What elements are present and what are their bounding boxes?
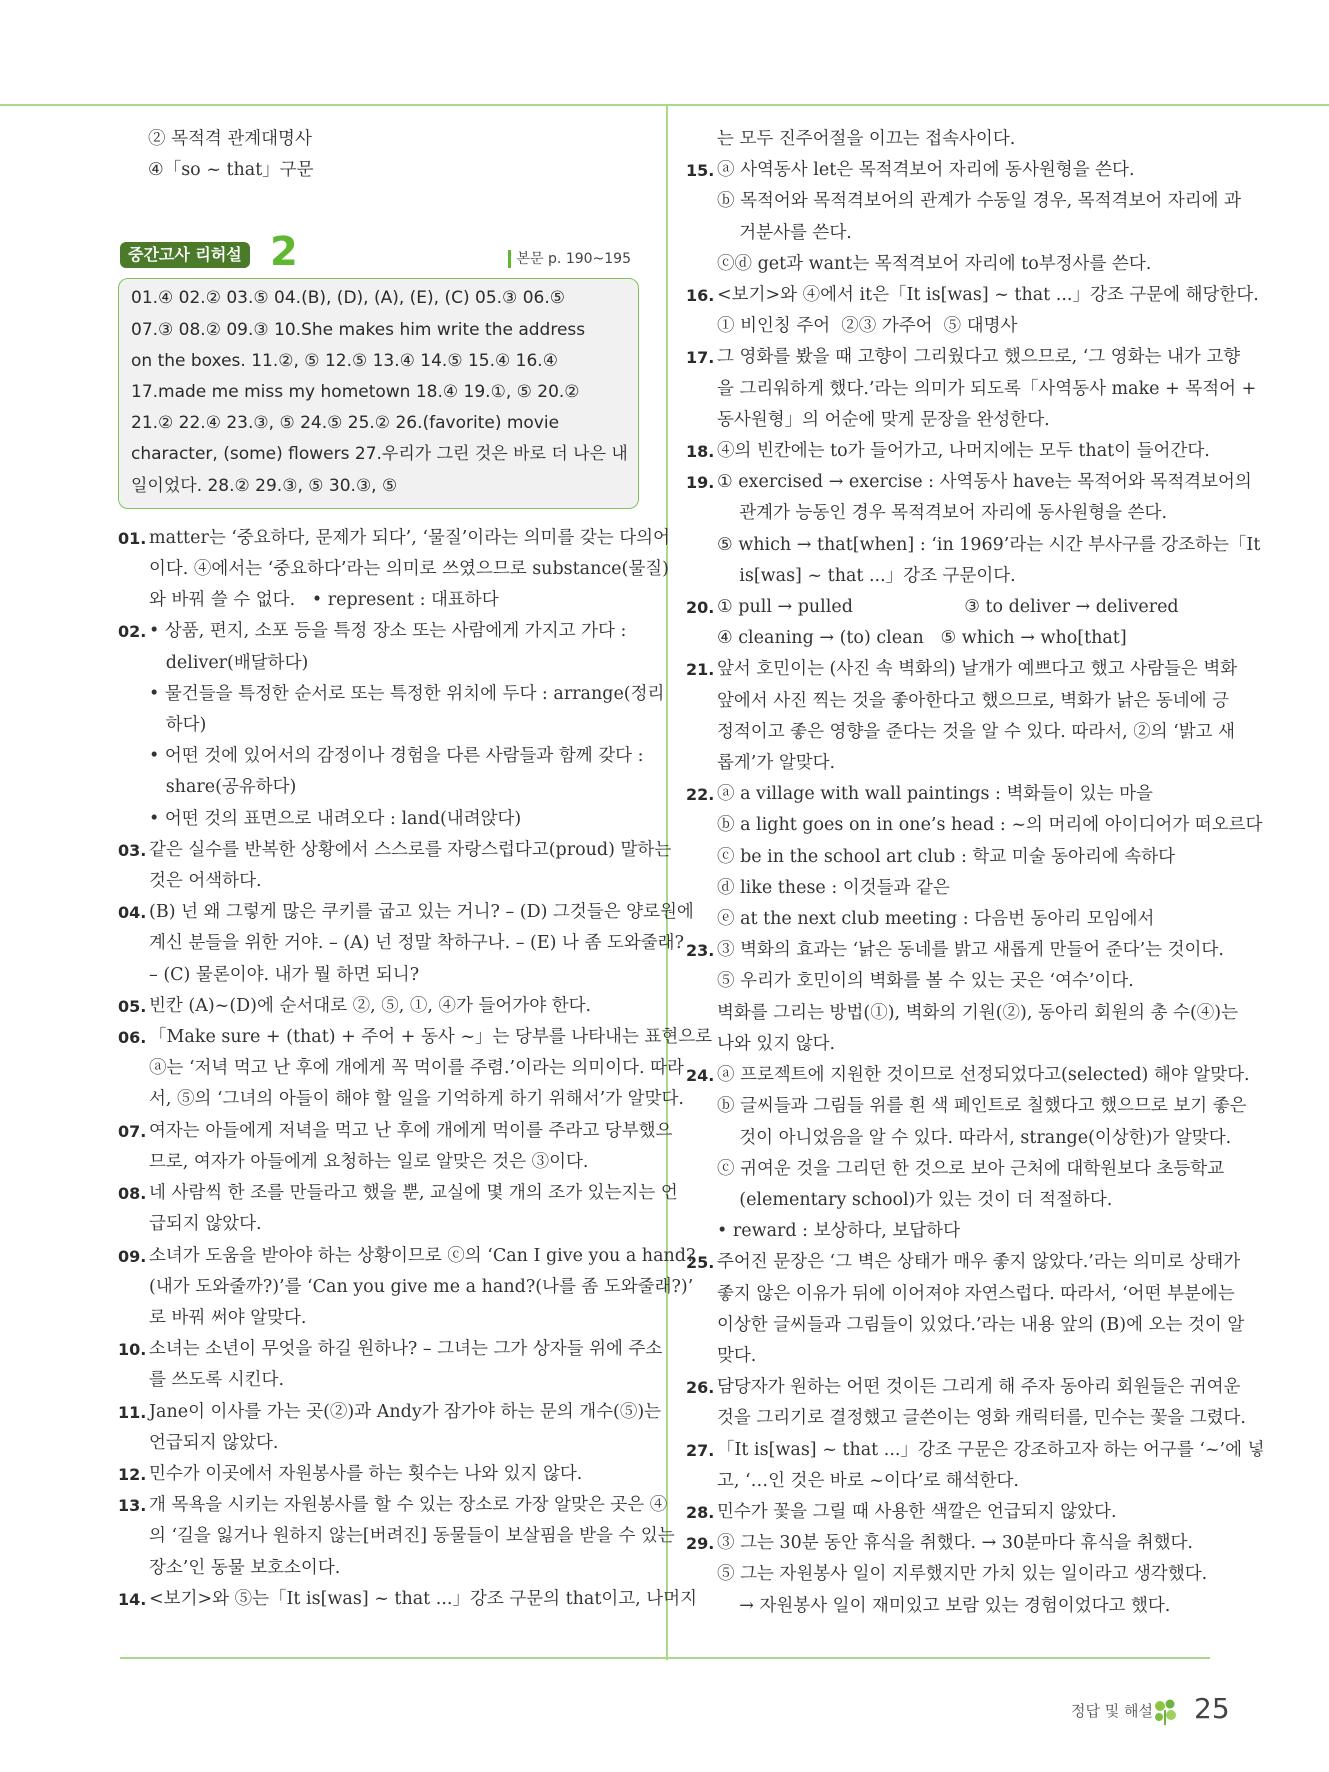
item-line: share(공유하다) bbox=[149, 777, 297, 798]
item-line: ⓓ like these : 이것들과 같은 bbox=[717, 877, 950, 898]
item-line: 언급되지 않았다. bbox=[149, 1432, 279, 1453]
explanation-item bbox=[118, 1178, 678, 1240]
item-number: 06. bbox=[118, 1028, 147, 1048]
item-line: ⑤ 그는 자원봉사 일이 지루했지만 가치 있는 일이라고 생각했다. bbox=[717, 1564, 1208, 1585]
item-number: 22. bbox=[686, 785, 715, 805]
answer-key-line: 21.② 22.④ 23.③, ⑤ 24.⑤ 25.② 26.(favorite) movie bbox=[131, 413, 560, 434]
item-number: 11. bbox=[118, 1402, 147, 1422]
item-number: 15. bbox=[686, 161, 715, 181]
explanation-item bbox=[686, 467, 1261, 592]
item-number: 01. bbox=[118, 528, 147, 548]
item-line: 주어진 문장은 ‘그 벽은 상태가 매우 좋지 않았다.’라는 의미로 상태가 bbox=[717, 1252, 1241, 1273]
item-line: ⓒ 귀여운 것을 그리던 한 것으로 보아 근처에 대학원보다 초등학교 bbox=[717, 1158, 1225, 1179]
item-line: 므로, 여자가 아들에게 요청하는 일로 알맞은 것은 ③이다. bbox=[149, 1151, 589, 1172]
explanation-item bbox=[686, 1528, 1212, 1622]
explanation-item bbox=[686, 1372, 1246, 1434]
item-line: 개 목욕을 시키는 자원봉사를 할 수 있는 장소로 가장 알맞은 곳은 ④ bbox=[149, 1495, 668, 1516]
right-explanations bbox=[686, 124, 1265, 1622]
item-line: • reward : 보상하다, 보답하다 bbox=[717, 1221, 960, 1242]
explanation-item bbox=[686, 124, 1212, 155]
item-number: 16. bbox=[686, 286, 715, 306]
review-badge: 중간고사 리허설 bbox=[120, 242, 250, 268]
item-number: 12. bbox=[118, 1464, 147, 1484]
item-line: ⓐ 프로젝트에 지원한 것이므로 선정되었다고(selected) 해야 알맞다. bbox=[717, 1065, 1250, 1086]
item-line: • 상품, 편지, 소포 등을 특정 장소 또는 사람에게 가지고 가다 : bbox=[149, 621, 627, 642]
explanation-item bbox=[686, 342, 1257, 436]
item-number: 10. bbox=[118, 1340, 147, 1360]
left-column bbox=[118, 124, 713, 1615]
item-line: ⓑ 목적어와 목적격보어의 관계가 수동일 경우, 목적격보어 자리에 과 bbox=[717, 191, 1241, 212]
explanation-item bbox=[686, 935, 1238, 1060]
item-line: ⓒ be in the school art club : 학교 미술 동아리에 속하다 bbox=[717, 846, 1176, 867]
answer-key-line: on the boxes. 11.②, ⑤ 12.⑤ 13.④ 14.⑤ 15.④ 16.④ bbox=[131, 350, 558, 371]
item-line: 장소’인 동물 보호소이다. bbox=[149, 1557, 341, 1578]
explanation-item bbox=[686, 1247, 1245, 1372]
explanation-item bbox=[686, 779, 1263, 935]
answer-key-line: 일이었다. 28.② 29.③, ⑤ 30.③, ⑤ bbox=[131, 475, 398, 496]
item-line: 을 그리워하게 했다.’라는 의미가 되도록「사역동사 make + 목적어 + bbox=[717, 378, 1257, 399]
item-line: ① pull → pulled ③ to deliver → delivered bbox=[717, 597, 1179, 618]
item-line: 이상한 글씨들과 그림들이 있었다.’라는 내용 앞의 (B)에 오는 것이 알 bbox=[717, 1314, 1245, 1335]
item-line: 벽화를 그리는 방법(①), 벽화의 기원(②), 동아리 회원의 총 수(④)는 bbox=[717, 1002, 1238, 1023]
item-number: 05. bbox=[118, 996, 147, 1016]
item-line: ⑤ 우리가 호민이의 벽화를 볼 수 있는 곳은 ‘여수’이다. bbox=[717, 971, 1134, 992]
item-line: 고, ‘…인 것은 바로 ~이다’로 해석한다. bbox=[717, 1470, 1019, 1491]
item-line: is[was] ~ that ...」강조 구문이다. bbox=[717, 565, 1016, 586]
item-line: 앞서 호민이는 (사진 속 벽화의) 날개가 예쁘다고 했고 사람들은 벽화 bbox=[717, 659, 1238, 680]
item-line: ⓐ는 ‘저녁 먹고 난 후에 개에게 꼭 먹이를 주렴.’이라는 의미이다. 따라 bbox=[149, 1058, 684, 1079]
item-line: ⑤ which → that[when] : ‘in 1969’라는 시간 부사구를 강조하는「It bbox=[717, 534, 1261, 555]
item-number: 23. bbox=[686, 941, 715, 961]
review-number: 2 bbox=[270, 229, 298, 276]
item-number: 14. bbox=[118, 1589, 147, 1609]
item-line: Jane이 이사를 가는 곳(②)과 Andy가 잠가야 하는 문의 개수(⑤)는 bbox=[149, 1401, 662, 1422]
pre-line: ② 목적격 관계대명사 bbox=[148, 129, 312, 149]
item-line: 것은 어색하다. bbox=[149, 871, 262, 892]
item-number: 03. bbox=[118, 840, 147, 860]
explanation-item bbox=[686, 155, 1241, 280]
item-line: 같은 실수를 반복한 상황에서 스스로를 자랑스럽다고(proud) 말하는 bbox=[149, 839, 672, 860]
item-line: 여자는 아들에게 저녁을 먹고 난 후에 개에게 먹이를 주라고 당부했으 bbox=[149, 1120, 673, 1141]
item-number: 19. bbox=[686, 473, 715, 493]
item-line: deliver(배달하다) bbox=[149, 652, 309, 673]
item-line: 정적이고 좋은 영향을 준다는 것을 알 수 있다. 따라서, ②의 ‘밝고 새 bbox=[717, 721, 1236, 742]
item-line: 서, ⑤의 ‘그녀의 아들이 해야 할 일을 기억하게 하기 위해서’가 알맞다. bbox=[149, 1089, 684, 1110]
explanation-item bbox=[686, 436, 1212, 467]
item-line: 를 쓰도록 시킨다. bbox=[149, 1370, 285, 1391]
explanation-item bbox=[686, 1060, 1250, 1247]
item-line: 롭게’가 알맞다. bbox=[717, 753, 836, 774]
item-line: 와 바꿔 쓸 수 없다. • represent : 대표하다 bbox=[149, 590, 499, 611]
item-line: 소녀는 소년이 무엇을 하길 원하나? – 그녀는 그가 상자들 위에 주소 bbox=[149, 1339, 663, 1360]
item-line: 것을 그리기로 결정했고 글쓴이는 영화 캐릭터를, 민수는 꽃을 그렸다. bbox=[717, 1408, 1246, 1429]
item-line: 앞에서 사진 찍는 것을 좋아한다고 했으므로, 벽화가 낡은 동네에 긍 bbox=[717, 690, 1230, 711]
review-page-ref: 본문 p. 190~195 bbox=[508, 250, 631, 268]
item-line: matter는 ‘중요하다, 문제가 되다’, ‘물질’이라는 의미를 갖는 다의어 bbox=[149, 527, 670, 548]
item-line: 거분사를 쓴다. bbox=[717, 222, 852, 243]
item-line: 네 사람씩 한 조를 만들라고 했을 뿐, 교실에 몇 개의 조가 있는지는 언 bbox=[149, 1183, 678, 1204]
item-number: 24. bbox=[686, 1066, 715, 1086]
explanation-item bbox=[118, 835, 672, 897]
item-line: ⓐ 사역동사 let은 목적격보어 자리에 동사원형을 쓴다. bbox=[717, 160, 1135, 181]
item-line: ⓑ a light goes on in one’s head : ~의 머리에 아이디어가 떠오르다 bbox=[717, 815, 1263, 836]
item-line: ④ cleaning → (to) clean ⑤ which → who[that] bbox=[717, 628, 1127, 649]
item-line: 그 영화를 봤을 때 고향이 그리웠다고 했으므로, ‘그 영화는 내가 고향 bbox=[717, 347, 1241, 368]
item-number: 02. bbox=[118, 622, 147, 642]
item-line: 는 모두 진주어절을 이끄는 접속사이다. bbox=[717, 129, 1016, 149]
item-line: 맞다. bbox=[717, 1345, 757, 1366]
item-line: ⓑ 글씨들과 그림들 위를 흰 색 페인트로 칠했다고 했으므로 보기 좋은 bbox=[717, 1096, 1247, 1117]
item-number: 18. bbox=[686, 442, 715, 462]
pre-line: ④「so ~ that」구문 bbox=[148, 160, 314, 181]
item-line: ③ 벽화의 효과는 ‘낡은 동네를 밝고 새롭게 만들어 준다’는 것이다. bbox=[717, 940, 1224, 961]
item-number: 04. bbox=[118, 903, 147, 923]
item-number: 08. bbox=[118, 1184, 147, 1204]
explanation-item bbox=[118, 897, 694, 991]
item-number: 21. bbox=[686, 660, 715, 680]
item-line: ① exercised → exercise : 사역동사 have는 목적어와 목적격보어의 bbox=[717, 472, 1252, 493]
item-line: – (C) 물론이야. 내가 뭘 하면 되니? bbox=[149, 964, 420, 985]
item-number: 17. bbox=[686, 348, 715, 368]
item-line: 관계가 능동인 경우 목적격보어 자리에 동사원형을 쓴다. bbox=[717, 503, 1168, 524]
item-line: 「Make sure + (that) + 주어 + 동사 ~」는 당부를 나타내는 표현으로 bbox=[149, 1027, 713, 1048]
item-line: (B) 넌 왜 그렇게 많은 쿠키를 굽고 있는 거니? – (D) 그것들은 양로원에 bbox=[149, 902, 694, 923]
item-line: 민수가 이곳에서 자원봉사를 하는 횟수는 나와 있지 않다. bbox=[149, 1463, 583, 1484]
item-line: • 어떤 것의 표면으로 내려오다 : land(내려앉다) bbox=[149, 808, 522, 829]
item-line: (내가 도와줄까?)’를 ‘Can you give me a hand?(나를 좀 도와줄래?)’ bbox=[149, 1276, 694, 1297]
item-number: 13. bbox=[118, 1496, 147, 1516]
item-line: ⓔ at the next club meeting : 다음번 동아리 모임에서 bbox=[717, 909, 1155, 930]
explanation-item bbox=[686, 1497, 1212, 1528]
explanation-item bbox=[686, 1435, 1265, 1497]
item-number: 09. bbox=[118, 1246, 147, 1266]
item-number: 27. bbox=[686, 1440, 715, 1460]
item-line: 동사원형」의 어순에 맞게 문장을 완성한다. bbox=[717, 409, 1050, 430]
item-line: 것이 아니었음을 알 수 있다. 따라서, strange(이상한)가 알맞다. bbox=[717, 1127, 1232, 1148]
item-line: (elementary school)가 있는 것이 더 적절하다. bbox=[717, 1189, 1113, 1210]
item-line: → 자원봉사 일이 재미있고 보람 있는 경험이었다고 했다. bbox=[717, 1595, 1171, 1616]
explanation-item bbox=[118, 523, 670, 617]
item-line: 소녀가 도움을 받아야 하는 상황이므로 ⓒ의 ‘Can I give you a hand? bbox=[149, 1245, 696, 1266]
item-line: <보기>와 ⑤는「It is[was] ~ that ...」강조 구문의 that이고, 나머지 bbox=[149, 1588, 698, 1609]
explanation-item bbox=[118, 1490, 675, 1584]
item-line: 이다. ④에서는 ‘중요하다’라는 의미로 쓰였으므로 substance(물질) bbox=[149, 559, 669, 580]
explanation-item bbox=[686, 592, 1212, 654]
leaf-icon bbox=[1150, 1696, 1180, 1726]
item-line: ① 비인칭 주어 ②③ 가주어 ⑤ 대명사 bbox=[717, 316, 1018, 337]
item-number: 26. bbox=[686, 1378, 715, 1398]
right-column bbox=[686, 124, 1265, 1622]
item-line: 빈칸 (A)~(D)에 순서대로 ②, ⑤, ①, ④가 들어가야 한다. bbox=[149, 995, 592, 1016]
footer-label: 정답 및 해설 bbox=[1071, 1702, 1153, 1720]
item-line: 나와 있지 않다. bbox=[717, 1033, 836, 1054]
item-line: ⓒⓓ get과 want는 목적격보어 자리에 to부정사를 쓴다. bbox=[717, 253, 1152, 274]
item-line: <보기>와 ④에서 it은「It is[was] ~ that ...」강조 구문에 해당한다. bbox=[717, 285, 1259, 306]
bottom-rule bbox=[120, 1657, 1210, 1659]
explanation-item bbox=[118, 616, 665, 834]
explanation-item bbox=[686, 280, 1259, 342]
review-header bbox=[118, 229, 641, 278]
item-line: ⓐ a village with wall paintings : 벽화들이 있는 마을 bbox=[717, 784, 1153, 805]
item-line: ④의 빈칸에는 to가 들어가고, 나머지에는 모두 that이 들어간다. bbox=[717, 441, 1210, 462]
explanation-item bbox=[118, 991, 641, 1022]
item-number: 07. bbox=[118, 1121, 147, 1141]
item-number: 28. bbox=[686, 1502, 715, 1522]
explanation-item bbox=[118, 1116, 673, 1178]
item-line: 하다) bbox=[149, 715, 207, 736]
explanation-item bbox=[118, 1584, 698, 1615]
item-line: • 물건들을 특정한 순서로 또는 특정한 위치에 두다 : arrange(정리 bbox=[149, 683, 665, 704]
item-line: 「It is[was] ~ that ...」강조 구문은 강조하고자 하는 어구를 ‘~’에 넣 bbox=[717, 1439, 1265, 1460]
top-rule bbox=[0, 104, 1329, 106]
item-line: ③ 그는 30분 동안 휴식을 취했다. → 30분마다 휴식을 취했다. bbox=[717, 1533, 1193, 1554]
item-line: 급되지 않았다. bbox=[149, 1214, 262, 1235]
item-line: • 어떤 것에 있어서의 감정이나 경험을 다른 사람들과 함께 갖다 : bbox=[149, 746, 644, 767]
explanation-item bbox=[118, 1459, 641, 1490]
explanation-item bbox=[686, 654, 1238, 779]
item-line: 좋지 않은 이유가 뒤에 이어져야 자연스럽다. 따라서, ‘어떤 부분에는 bbox=[717, 1283, 1235, 1304]
item-line: 계신 분들을 위한 거야. – (A) 넌 정말 착하구나. – (E) 나 좀 도와줄래? bbox=[149, 933, 684, 954]
answer-key-line: character, (some) flowers 27.우리가 그린 것은 바로 더 나은 내 bbox=[131, 444, 628, 465]
item-number: 20. bbox=[686, 598, 715, 618]
item-number: 29. bbox=[686, 1534, 715, 1554]
answer-key-line: 07.③ 08.② 09.③ 10.She makes him write the address bbox=[131, 319, 586, 340]
item-line: 의 ‘길을 잃거나 원하지 않는[버려진] 동물들이 보살핌을 받을 수 있는 bbox=[149, 1526, 675, 1547]
answer-key-box bbox=[118, 278, 639, 508]
item-line: 민수가 꽃을 그릴 때 사용한 색깔은 언급되지 않았다. bbox=[717, 1501, 1117, 1522]
page-number: 25 bbox=[1194, 1692, 1230, 1725]
explanation-item bbox=[118, 1397, 662, 1459]
item-number: 25. bbox=[686, 1253, 715, 1273]
item-line: 담당자가 원하는 어떤 것이든 그리게 해 주자 동아리 회원들은 귀여운 bbox=[717, 1377, 1241, 1398]
answer-key-line: 01.④ 02.② 03.⑤ 04.(B), (D), (A), (E), (C) 05.③ 06.⑤ bbox=[131, 288, 565, 309]
item-line: 로 바꿔 써야 알맞다. bbox=[149, 1307, 307, 1328]
answer-key-line: 17.made me miss my hometown 18.④ 19.①, ⑤ 20.② bbox=[131, 382, 580, 403]
explanation-item bbox=[118, 1241, 696, 1335]
explanation-item bbox=[118, 1334, 663, 1396]
